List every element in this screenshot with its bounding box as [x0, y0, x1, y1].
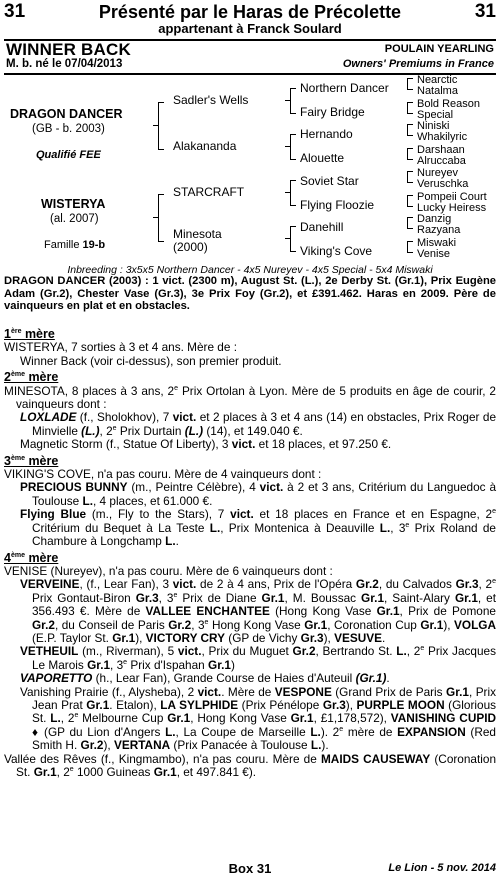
horse-name-box [4, 39, 496, 75]
bracket-g2-4 [290, 226, 296, 252]
consignor-title: Présenté par le Haras de Précolette [98, 2, 402, 22]
bracket-g3-3 [407, 124, 413, 136]
horse-description: M. b. né le 07/04/2013 [6, 58, 123, 70]
horse-category: POULAIN YEARLING [384, 43, 494, 55]
produce-magnetic-storm: Magnetic Storm (f., Statue Of Liberty), 3 vict. et 18 places, et 97.250 €. [20, 437, 392, 452]
g3-4: Alouette [300, 151, 345, 165]
produce-vaporetto: VAPORETTO (h., Lear Fan), Grande Course de Haies d'Auteuil (Gr.1). [20, 671, 390, 686]
produce-record [4, 325, 496, 779]
g4-8: Alruccaba [417, 155, 466, 167]
g3-5: Soviet Star [300, 174, 359, 188]
produce-flying-blue: Flying Blue (m., Fly to the Stars), 7 vict. et 18 places en France et en Espagne, 2e Critérium du Bequet à La Teste L., Prix Montenica à Deauville L., 3e Prix Roland de Chambure à Longchamp L.. [20, 507, 496, 549]
bracket-g3-8 [407, 241, 413, 253]
section-second-dam: 2ème mère [4, 370, 59, 385]
g2-sire-dam: Alakananda [173, 139, 237, 153]
section-third-dam: 3ème mère [4, 453, 59, 468]
produce-loxlade: LOXLADE (f., Sholokhov), 7 vict. et 2 places à 3 et 4 ans (14) en obstacles, Prix Roger de Minvielle (L.), 2e Prix Durtain (L.) (14), et 149.040 €. [20, 410, 497, 438]
g3-6: Flying Floozie [300, 198, 375, 212]
sire-bracket-tick [153, 125, 158, 126]
first-dam-line: WISTERYA, 7 sorties à 3 et 4 ans. Mère de : [4, 340, 237, 355]
bracket-g2-1-tick [285, 100, 290, 101]
section-first-dam: 1ère mère [4, 327, 55, 341]
sire-summary: DRAGON DANCER (2003) : 1 vict. (2300 m), August St. (L.), 2e Derby St. (Gr.1), Prix Eugène Adam (Gr.2), Chester Vase (Gr.3), 3e Prix Foy (Gr.2), et £391.462. Haras en 2009. Père de vainqueurs en plat et en obstacles. [4, 275, 496, 312]
g3-7: Danehill [300, 220, 344, 234]
g4-5: Niniski [417, 120, 450, 132]
produce-vetheuil: VETHEUIL (m., Riverman), 5 vict., Prix du Muguet Gr.2, Bertrando St. L., 2e Prix Jacques Le Marois Gr.1, 3e Prix d'Ispahan Gr.1) [20, 644, 496, 672]
box-number: Box 31 [228, 861, 272, 876]
g4-7: Darshaan [417, 144, 465, 156]
sire-detail: (GB - b. 2003) [32, 123, 105, 135]
bracket-g2-3-tick [285, 192, 290, 193]
bracket-g3-2 [407, 102, 413, 114]
third-dam-line: VIKING'S COVE, n'a pas couru. Mère de 4 vainqueurs dont : [4, 467, 322, 482]
g4-13: Danzig [417, 213, 452, 225]
g3-1: Northern Dancer [300, 81, 389, 95]
dam-bracket [158, 194, 164, 242]
dam-family-value: 19-b [82, 239, 106, 251]
produce-vanishing-prairie: Vanishing Prairie (f., Alysheba), 2 vict.. Mère de VESPONE (Grand Prix de Paris Gr.1, Prix Jean Prat Gr.1. Etalon), LA SYLPHIDE (Prix Pénélope Gr.3), PURPLE MOON (Glorious St. L., 2e Melbourne Cup Gr.1, Hong Kong Vase Gr.1, £1,178,572), VANISHING CUPID ♦ (GP du Lion d'Angers L., La Coupe de Marseille L.). 2e mère de EXPANSION (Red Smith H. Gr.2), VERTANA (Prix Panacée à Toulouse L.). [20, 684, 497, 753]
g2-sire-sire: Sadler's Wells [173, 93, 249, 107]
bracket-g2-1 [290, 88, 296, 114]
inbreeding-line: Inbreeding : 3x5x5 Northern Dancer - 4x5 Nureyev - 4x5 Special - 5x4 Miswaki [67, 264, 433, 276]
bracket-g2-3 [290, 180, 296, 206]
dam-bracket-tick [153, 217, 158, 218]
g4-12: Lucky Heiress [417, 202, 487, 214]
g3-2: Fairy Bridge [300, 105, 365, 119]
g4-10: Veruschka [417, 178, 469, 190]
sire-name: DRAGON DANCER [10, 107, 123, 121]
sire-bracket [158, 102, 164, 150]
produce-verveine: VERVEINE, (f., Lear Fan), 3 vict. de 2 à 4 ans, Prix de l'Opéra Gr.2, du Calvados Gr.3, 2e Prix Gontaut-Biron Gr.3, 3e Prix de Diane Gr.1, M. Boussac Gr.1, Saint-Alary Gr.1, et 356.493 €. Mère de VALLEE ENCHANTEE (Hong Kong Vase Gr.1, Prix de Pomone Gr.2, du Conseil de Paris Gr.2, 3e Hong Kong Vase Gr.1, Coronation Cup Gr.1), VOLGA (E.P. Taylor St. Gr.1), VICTORY CRY (GP de Vichy Gr.3), VESUVE. [20, 577, 496, 645]
g2-dam-dam-year: (2000) [173, 240, 208, 254]
bracket-g2-4-tick [285, 238, 290, 239]
g4-3: Bold Reason [417, 98, 480, 110]
g4-4: Special [417, 109, 454, 121]
g4-14: Razyana [417, 224, 461, 236]
bracket-g3-4 [407, 148, 413, 160]
dam-family [44, 239, 105, 252]
bracket-g3-1 [407, 78, 413, 90]
fourth-dam-line: VENISE (Nureyev), n'a pas couru. Mère de 6 vainqueurs dont : [4, 563, 333, 578]
sire-qualification: Qualifié FEE [36, 149, 101, 161]
g3-8: Viking's Cove [300, 244, 373, 258]
lot-number-right: 31 [474, 1, 496, 22]
g4-6: Whakilyric [417, 131, 468, 143]
g4-16: Venise [417, 248, 451, 260]
g4-15: Miswaki [417, 237, 457, 249]
horse-name: WINNER BACK [6, 40, 131, 59]
g4-2: Natalma [417, 85, 458, 97]
owners-premiums: Owners' Premiums in France [342, 58, 494, 70]
bracket-g3-5 [407, 171, 413, 183]
produce-vallee-des-reves: Vallée des Rêves (f., Kingmambo), n'a pas couru. Mère de MAIDS CAUSEWAY (Coronation St. Gr.1, 2e 1000 Guineas Gr.1, et 497.841 €). [4, 751, 497, 779]
g3-3: Hernando [300, 127, 353, 141]
bracket-g3-7 [407, 217, 413, 229]
pedigree-table [0, 72, 500, 262]
g2-dam-sire: STARCRAFT [173, 185, 245, 199]
lot-number-left: 31 [4, 1, 26, 22]
dam-detail: (al. 2007) [50, 213, 99, 225]
dam-family-label: Famille [44, 239, 83, 251]
bracket-g2-2-tick [285, 146, 290, 147]
sale-location-date: Le Lion - 5 nov. 2014 [388, 862, 496, 874]
catalogue-header [4, 2, 496, 38]
g4-1: Nearctic [417, 74, 458, 86]
dam-name: WISTERYA [41, 197, 106, 211]
g2-dam-dam: Minesota [173, 227, 222, 241]
second-dam-line: MINESOTA, 8 places à 3 ans, 2e Prix Ortolan à Lyon. Mère de 5 produits en âge de courir, 2 vainqueurs dont : [4, 383, 496, 412]
bracket-g3-6 [407, 195, 413, 207]
bracket-g2-2 [290, 134, 296, 160]
g4-11: Pompeii Court [417, 191, 487, 203]
g4-9: Nureyev [417, 167, 458, 179]
page-footer [4, 861, 496, 877]
owner-subtitle: appartenant à Franck Soulard [158, 21, 342, 36]
section-fourth-dam: 4ème mère [4, 550, 59, 565]
produce-precious-bunny: PRECIOUS BUNNY (m., Peintre Célèbre), 4 vict. à 2 et 3 ans, Critérium du Languedoc à Toulouse L., 4 places, et 61.000 €. [20, 480, 497, 508]
first-dam-produce: Winner Back (voir ci-dessus), son premier produit. [20, 353, 282, 368]
